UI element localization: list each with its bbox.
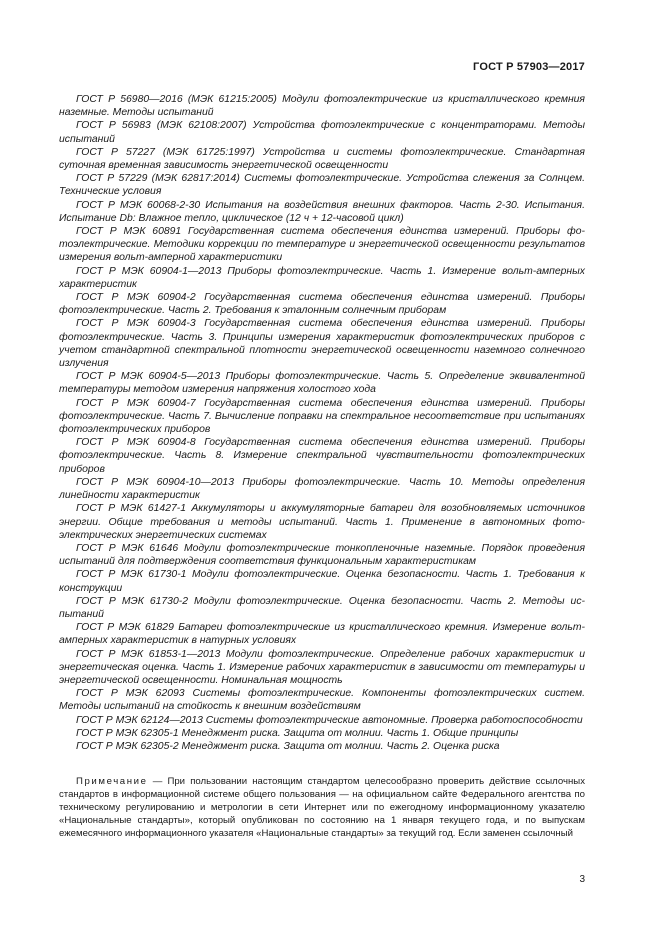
- page-number: 3: [579, 874, 585, 885]
- reference-item: ГОСТ Р МЭК 62124—2013 Системы фотоэлектрические автономные. Проверка работоспособности: [76, 714, 583, 726]
- reference-item: ГОСТ Р МЭК 62093 Системы фотоэлектрические. Компоненты фотоэлектрических систем. Методы испытаний на стойкость к внешним воздействиям: [59, 688, 585, 713]
- reference-item: ГОСТ Р МЭК 60904-5—2013 Приборы фотоэлектрические. Часть 5. Определение эквивалентной температуры методом измерения напряжения холостого хода: [59, 371, 585, 396]
- reference-item: ГОСТ Р 57229 (МЭК 62817:2014) Системы фотоэлектрические. Устройства слежения за Солнцем. Технические условия: [59, 173, 585, 198]
- note-text: — При пользовании настоящим стандартом целесообразно проверить действие ссылочных стандартов в информационной системе общего пользования — на официальном сайте Федерального агентства по техническому регулированию и метрологии в сети Интернет или по ежегодному информационному указателю «Национальные стандарты», который опубликован по состоянию на 1 января текущего года, и по выпускам ежемесячного информационного указателя «Национальные стандарты» за текущий год. Если заменен ссылочный: [59, 776, 585, 839]
- note-label: Примечание: [76, 776, 148, 787]
- reference-item: ГОСТ Р 57227 (МЭК 61725:1997) Устройства и системы фотоэлектрические. Стандартная суточная временная зависимость энергетической освещенности: [59, 146, 585, 172]
- reference-item: ГОСТ Р МЭК 60904-8 Государственная система обеспечения единства измерений. Приборы фотоэлектрические. Часть 8. Измерение спектральной чувствительности фотоэлектрических приборов: [59, 437, 585, 475]
- reference-item: ГОСТ Р МЭК 62305-2 Менеджмент риска. Защита от молнии. Часть 2. Оценка риска: [76, 740, 500, 752]
- reference-item: ГОСТ Р МЭК 61646 Модули фотоэлектрические тонкопленочные наземные. Порядок проведения испытаний для подтверждения соответствия функциональным характеристикам: [59, 542, 585, 568]
- reference-item: ГОСТ Р МЭК 60891 Государственная система обеспечения единства измерений. Приборы фотоэлектрические. Методики коррекции по температуре и энергетической освещенности результатов измерения вольт-амперной характеристики: [59, 226, 585, 264]
- reference-item: ГОСТ Р МЭК 61427-1 Аккумуляторы и аккумуляторные батареи для возобновляемых источников энергии. Общие требования и методы испытаний. Часть 1. Применение в автономных фотоэлектрических энергетических системах: [59, 503, 585, 541]
- reference-item: ГОСТ Р МЭК 60904-2 Государственная система обеспечения единства измерений. Приборы фотоэлектрические. Часть 2. Требования к эталонным солнечным приборам: [59, 292, 585, 317]
- reference-item: ГОСТ Р МЭК 61730-2 Модули фотоэлектрические. Оценка безопасности. Часть 2. Методы испытаний: [59, 595, 585, 620]
- reference-item: ГОСТ Р МЭК 61853-1—2013 Модули фотоэлектрические. Определение рабочих характеристик и энергетическая оценка. Часть 1. Измерение рабочих характеристик в зависимости от температуры и энергетической освещенности. Номинальная мощность: [59, 648, 585, 686]
- reference-item: ГОСТ Р МЭК 60904-3 Государственная система обеспечения единства измерений. Приборы фотоэлектрические. Часть 3. Принципы измерения характеристик фотоэлектрических приборов с учетом стандартной спектральной плотности энергетической освещенности наземного солнечного излучения: [59, 318, 585, 370]
- normative-references-list: [59, 93, 585, 753]
- reference-item: ГОСТ Р МЭК 60904-10—2013 Приборы фотоэлектрические. Часть 10. Методы определения линейности характеристик: [59, 476, 585, 502]
- reference-item: ГОСТ Р МЭК 60904-1—2013 Приборы фотоэлектрические. Часть 1. Измерение вольт-амперных характеристик: [59, 265, 585, 290]
- reference-item: ГОСТ Р 56983 (МЭК 62108:2007) Устройства фотоэлектрические с концентраторами. Методы испытаний: [59, 120, 585, 145]
- document-header: ГОСТ Р 57903—2017: [473, 61, 585, 73]
- reference-item: ГОСТ Р МЭК 62305-1 Менеджмент риска. Защита от молнии. Часть 1. Общие принципы: [76, 727, 519, 739]
- reference-item: ГОСТ Р МЭК 60068-2-30 Испытания на воздействия внешних факторов. Часть 2-30. Испытания. Испытание Db: Влажное тепло, циклическое (12 ч + 12-часовой цикл): [59, 199, 585, 224]
- reference-item: ГОСТ Р МЭК 60904-7 Государственная система обеспечения единства измерений. Приборы фотоэлектрические. Часть 7. Вычисление поправки на спектральное несоответствие при испытаниях фотоэлектрических приборов: [59, 397, 585, 436]
- reference-item: ГОСТ Р МЭК 61730-1 Модули фотоэлектрические. Оценка безопасности. Часть 1. Требования к конструкции: [59, 569, 585, 594]
- note-paragraph: [59, 776, 585, 841]
- reference-item: ГОСТ Р 56980—2016 (МЭК 61215:2005) Модули фотоэлектрические из кристаллического кремния наземные. Методы испытаний: [59, 94, 585, 119]
- reference-item: ГОСТ Р МЭК 61829 Батареи фотоэлектрические из кристаллического кремния. Измерение вольт-амперных характеристик в натурных условиях: [59, 622, 585, 647]
